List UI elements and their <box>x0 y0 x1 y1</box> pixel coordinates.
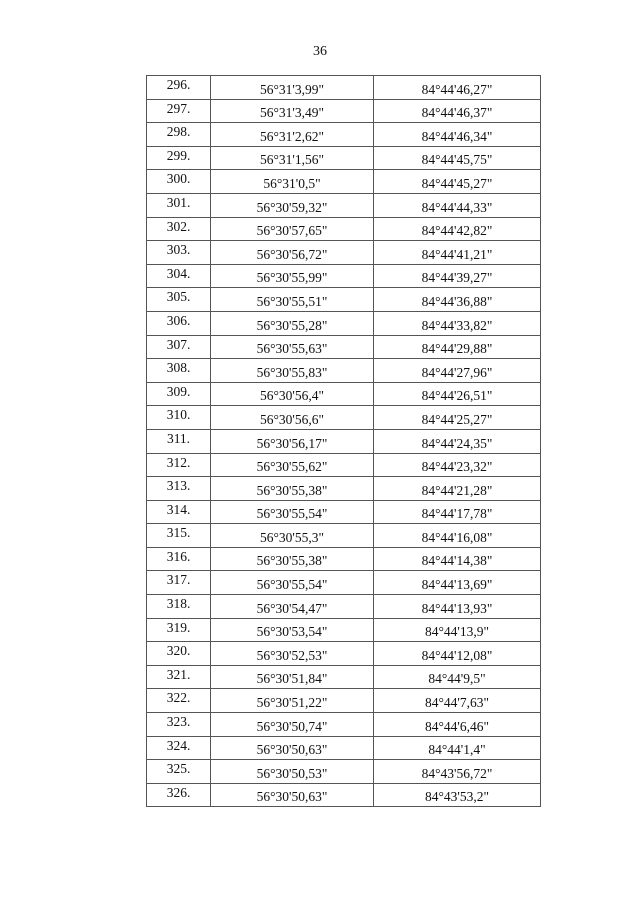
longitude-cell: 84°44'17,78" <box>374 500 541 524</box>
latitude-cell: 56°30'51,84" <box>211 665 374 689</box>
table-row <box>147 288 541 312</box>
latitude-cell: 56°30'55,54" <box>211 500 374 524</box>
longitude-cell: 84°44'16,08" <box>374 524 541 548</box>
longitude-cell: 84°44'42,82" <box>374 217 541 241</box>
point-number-cell: 306. <box>147 311 211 335</box>
latitude-cell: 56°30'55,63" <box>211 335 374 359</box>
latitude-cell: 56°30'55,3" <box>211 524 374 548</box>
point-number-cell: 298. <box>147 123 211 147</box>
point-number-cell: 312. <box>147 453 211 477</box>
longitude-cell: 84°44'13,93" <box>374 595 541 619</box>
table-row <box>147 99 541 123</box>
latitude-cell: 56°30'50,74" <box>211 713 374 737</box>
point-number-cell: 320. <box>147 642 211 666</box>
latitude-cell: 56°30'56,72" <box>211 241 374 265</box>
latitude-cell: 56°30'55,28" <box>211 311 374 335</box>
latitude-cell: 56°30'53,54" <box>211 618 374 642</box>
table-row <box>147 382 541 406</box>
longitude-cell: 84°44'1,4" <box>374 736 541 760</box>
latitude-cell: 56°30'56,4" <box>211 382 374 406</box>
latitude-cell: 56°30'55,62" <box>211 453 374 477</box>
point-number-cell: 316. <box>147 547 211 571</box>
table-row <box>147 170 541 194</box>
table-row <box>147 713 541 737</box>
table-row <box>147 760 541 784</box>
longitude-cell: 84°44'12,08" <box>374 642 541 666</box>
point-number-cell: 301. <box>147 193 211 217</box>
point-number-cell: 311. <box>147 429 211 453</box>
table-row <box>147 689 541 713</box>
table-row <box>147 193 541 217</box>
coordinates-table <box>146 75 541 807</box>
table-row <box>147 736 541 760</box>
latitude-cell: 56°30'56,17" <box>211 429 374 453</box>
latitude-cell: 56°30'50,63" <box>211 736 374 760</box>
longitude-cell: 84°44'14,38" <box>374 547 541 571</box>
latitude-cell: 56°31'3,49" <box>211 99 374 123</box>
table-row <box>147 524 541 548</box>
latitude-cell: 56°30'55,38" <box>211 477 374 501</box>
longitude-cell: 84°44'45,27" <box>374 170 541 194</box>
coordinates-table-body <box>147 76 541 807</box>
point-number-cell: 304. <box>147 264 211 288</box>
latitude-cell: 56°31'2,62" <box>211 123 374 147</box>
point-number-cell: 300. <box>147 170 211 194</box>
longitude-cell: 84°44'39,27" <box>374 264 541 288</box>
latitude-cell: 56°30'55,51" <box>211 288 374 312</box>
table-row <box>147 335 541 359</box>
table-row <box>147 146 541 170</box>
point-number-cell: 299. <box>147 146 211 170</box>
longitude-cell: 84°44'13,69" <box>374 571 541 595</box>
point-number-cell: 318. <box>147 595 211 619</box>
longitude-cell: 84°44'36,88" <box>374 288 541 312</box>
longitude-cell: 84°44'6,46" <box>374 713 541 737</box>
point-number-cell: 297. <box>147 99 211 123</box>
point-number-cell: 302. <box>147 217 211 241</box>
longitude-cell: 84°44'7,63" <box>374 689 541 713</box>
table-row <box>147 241 541 265</box>
longitude-cell: 84°44'41,21" <box>374 241 541 265</box>
latitude-cell: 56°30'51,22" <box>211 689 374 713</box>
latitude-cell: 56°30'55,83" <box>211 359 374 383</box>
latitude-cell: 56°30'55,54" <box>211 571 374 595</box>
latitude-cell: 56°31'3,99" <box>211 76 374 100</box>
point-number-cell: 308. <box>147 359 211 383</box>
point-number-cell: 314. <box>147 500 211 524</box>
table-row <box>147 76 541 100</box>
longitude-cell: 84°44'45,75" <box>374 146 541 170</box>
longitude-cell: 84°44'23,32" <box>374 453 541 477</box>
table-row <box>147 783 541 807</box>
point-number-cell: 321. <box>147 665 211 689</box>
point-number-cell: 319. <box>147 618 211 642</box>
point-number-cell: 313. <box>147 477 211 501</box>
longitude-cell: 84°44'46,34" <box>374 123 541 147</box>
page-number: 36 <box>313 44 327 59</box>
longitude-cell: 84°43'56,72" <box>374 760 541 784</box>
longitude-cell: 84°44'26,51" <box>374 382 541 406</box>
table-row <box>147 311 541 335</box>
longitude-cell: 84°44'29,88" <box>374 335 541 359</box>
table-row <box>147 642 541 666</box>
point-number-cell: 307. <box>147 335 211 359</box>
latitude-cell: 56°30'55,38" <box>211 547 374 571</box>
point-number-cell: 322. <box>147 689 211 713</box>
point-number-cell: 296. <box>147 76 211 100</box>
latitude-cell: 56°30'59,32" <box>211 193 374 217</box>
table-row <box>147 477 541 501</box>
table-row <box>147 500 541 524</box>
point-number-cell: 323. <box>147 713 211 737</box>
latitude-cell: 56°30'56,6" <box>211 406 374 430</box>
table-row <box>147 217 541 241</box>
table-row <box>147 429 541 453</box>
longitude-cell: 84°44'13,9" <box>374 618 541 642</box>
latitude-cell: 56°31'0,5" <box>211 170 374 194</box>
longitude-cell: 84°44'24,35" <box>374 429 541 453</box>
point-number-cell: 317. <box>147 571 211 595</box>
point-number-cell: 325. <box>147 760 211 784</box>
longitude-cell: 84°44'46,37" <box>374 99 541 123</box>
longitude-cell: 84°44'25,27" <box>374 406 541 430</box>
latitude-cell: 56°30'50,53" <box>211 760 374 784</box>
point-number-cell: 324. <box>147 736 211 760</box>
table-row <box>147 665 541 689</box>
point-number-cell: 310. <box>147 406 211 430</box>
longitude-cell: 84°44'21,28" <box>374 477 541 501</box>
latitude-cell: 56°30'55,99" <box>211 264 374 288</box>
table-row <box>147 453 541 477</box>
latitude-cell: 56°30'50,63" <box>211 783 374 807</box>
longitude-cell: 84°44'9,5" <box>374 665 541 689</box>
table-row <box>147 547 541 571</box>
table-row <box>147 571 541 595</box>
longitude-cell: 84°43'53,2" <box>374 783 541 807</box>
table-row <box>147 406 541 430</box>
point-number-cell: 326. <box>147 783 211 807</box>
longitude-cell: 84°44'44,33" <box>374 193 541 217</box>
latitude-cell: 56°30'54,47" <box>211 595 374 619</box>
table-row <box>147 123 541 147</box>
latitude-cell: 56°31'1,56" <box>211 146 374 170</box>
longitude-cell: 84°44'27,96" <box>374 359 541 383</box>
table-row <box>147 618 541 642</box>
point-number-cell: 305. <box>147 288 211 312</box>
point-number-cell: 309. <box>147 382 211 406</box>
point-number-cell: 315. <box>147 524 211 548</box>
latitude-cell: 56°30'57,65" <box>211 217 374 241</box>
longitude-cell: 84°44'33,82" <box>374 311 541 335</box>
table-row <box>147 595 541 619</box>
latitude-cell: 56°30'52,53" <box>211 642 374 666</box>
table-row <box>147 359 541 383</box>
point-number-cell: 303. <box>147 241 211 265</box>
table-row <box>147 264 541 288</box>
longitude-cell: 84°44'46,27" <box>374 76 541 100</box>
